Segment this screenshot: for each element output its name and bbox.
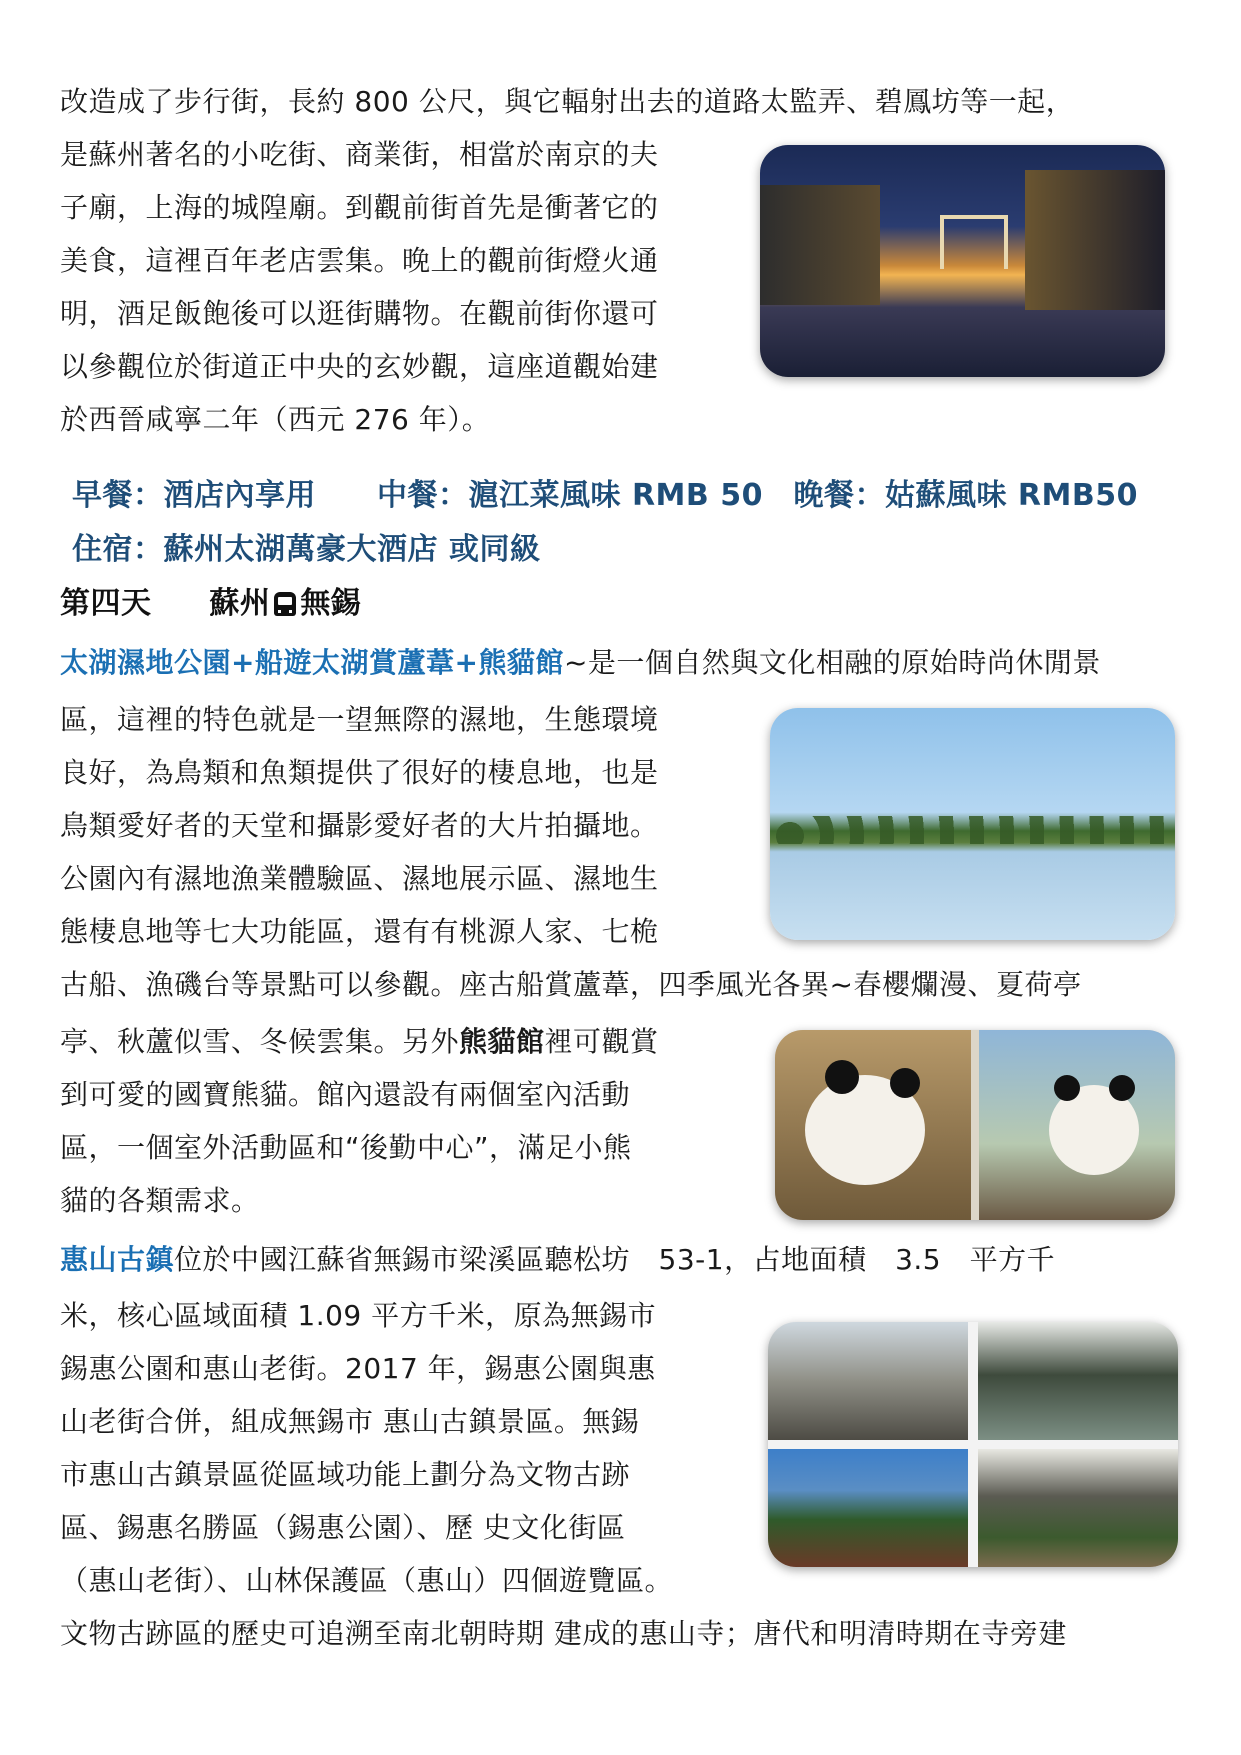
panda-line-pre: 亭、秋蘆似雪、冬候雲集。另外 xyxy=(60,1025,460,1058)
photo-tile xyxy=(978,1449,1178,1567)
guanqian-street-night-photo xyxy=(760,145,1165,377)
text-line: 子廟，上海的城隍廟。到觀前街首先是衝著它的 xyxy=(60,191,659,224)
photo-tile xyxy=(978,1322,1178,1440)
meals-line: 早餐：酒店內享用 中餐：滬江菜風味 RMB 50 晚餐：姑蘇風味 RMB50 xyxy=(72,478,1138,513)
day-label: 第四天 xyxy=(60,586,152,621)
panda-ear xyxy=(825,1060,859,1094)
text-line: 區，一個室外活動區和“後勤中心”，滿足小熊 xyxy=(60,1131,632,1164)
day-from: 蘇州 xyxy=(209,586,271,621)
text-line: 鳥類愛好者的天堂和攝影愛好者的大片拍攝地。 xyxy=(60,809,659,842)
text-line: 改造成了步行街，長約 800 公尺，與它輻射出去的道路太監弄、碧鳳坊等一起， xyxy=(60,85,1075,118)
photo-building-right xyxy=(1025,170,1165,310)
text-line: 市惠山古鎮景區從區域功能上劃分為文物古跡 xyxy=(60,1458,631,1491)
wetland-title-link[interactable]: 太湖濕地公園+船遊太湖賞蘆葦+熊貓館 xyxy=(60,646,564,679)
text-line: 公園內有濕地漁業體驗區、濕地展示區、濕地生 xyxy=(60,862,659,895)
photo-tile xyxy=(768,1322,968,1440)
text-line: 到可愛的國寶熊貓。館內還設有兩個室內活動 xyxy=(60,1078,631,1111)
panda-line-post: 裡可觀賞 xyxy=(544,1025,659,1058)
text-line: 貓的各類需求。 xyxy=(60,1184,260,1217)
accommodation-line: 住宿：蘇州太湖萬豪大酒店 或同級 xyxy=(72,532,541,567)
day-heading xyxy=(60,584,361,624)
text-line: 錫惠公園和惠山老街。2017 年，錫惠公園與惠 xyxy=(60,1352,656,1385)
text-line: 態棲息地等七大功能區，還有有桃源人家、七桅 xyxy=(60,915,659,948)
text-line: 山老街合併，組成無錫市 惠山古鎮景區。無錫 xyxy=(60,1405,640,1438)
text-line: 美食，這裡百年老店雲集。晚上的觀前街燈火通 xyxy=(60,244,659,277)
text-line: 明，酒足飯飽後可以逛街購物。在觀前街你還可 xyxy=(60,297,659,330)
panda-photo-right xyxy=(979,1030,1175,1220)
text-line: 文物古跡區的歷史可追溯至南北朝時期 建成的惠山寺；唐代和明清時期在寺旁建 xyxy=(60,1617,1067,1650)
panda-line xyxy=(60,1022,659,1062)
panda-ear xyxy=(890,1068,920,1098)
wetland-intro xyxy=(60,643,1101,683)
panda-ear xyxy=(1054,1075,1080,1101)
huishan-title-rest: 位於中國江蘇省無錫市梁溪區聽松坊 53-1，占地面積 3.5 平方千 xyxy=(174,1243,1056,1276)
text-line: 古船、漁磯台等景點可以參觀。座古船賞蘆葦，四季風光各異~春櫻爛漫、夏荷亭 xyxy=(60,968,1082,1001)
panda-photo xyxy=(775,1030,1175,1220)
photo-tile xyxy=(768,1449,968,1567)
huishan-intro xyxy=(60,1240,1055,1280)
panda-ear xyxy=(1109,1075,1135,1101)
panda-photo-left xyxy=(775,1030,971,1220)
text-line: 米，核心區域面積 1.09 平方千米，原為無錫市 xyxy=(60,1299,657,1332)
text-line: 於西晉咸寧二年（西元 276 年）。 xyxy=(60,403,491,436)
day-to: 無錫 xyxy=(300,586,362,621)
text-line: 以參觀位於街道正中央的玄妙觀，這座道觀始建 xyxy=(60,350,659,383)
wetland-title-rest: ~是一個自然與文化相融的原始時尚休閒景 xyxy=(563,646,1101,679)
panda-hall-name: 熊貓館 xyxy=(459,1025,545,1058)
photo-building-left xyxy=(760,185,880,305)
photo-gate xyxy=(940,215,1008,269)
text-line: 良好，為鳥類和魚類提供了很好的棲息地，也是 xyxy=(60,756,659,789)
wetland-lake-photo xyxy=(770,708,1175,940)
text-line: （惠山老街）、山林保護區（惠山）四個遊覽區。 xyxy=(60,1564,674,1597)
bus-icon xyxy=(274,592,296,616)
huishan-town-photo-collage xyxy=(768,1322,1178,1567)
text-line: 是蘇州著名的小吃街、商業街，相當於南京的夫 xyxy=(60,138,659,171)
text-line: 區，這裡的特色就是一望無際的濕地，生態環境 xyxy=(60,703,659,736)
photo-treeline xyxy=(770,816,1175,844)
text-line: 區、錫惠名勝區（錫惠公園）、歷 史文化街區 xyxy=(60,1511,626,1544)
huishan-title-link[interactable]: 惠山古鎮 xyxy=(60,1243,175,1276)
